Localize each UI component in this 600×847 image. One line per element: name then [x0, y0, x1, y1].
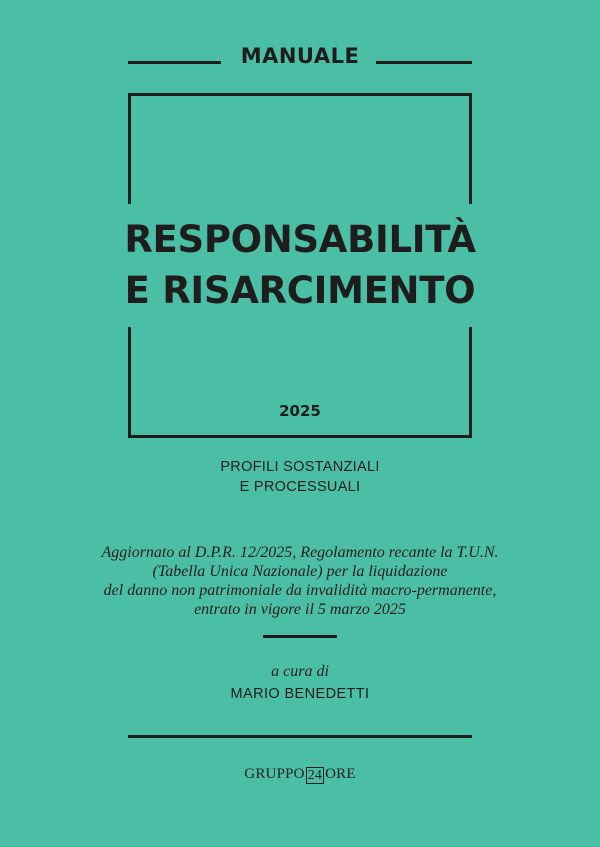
description [0, 543, 600, 619]
publisher-logo [0, 766, 600, 783]
edition-year: 2025 [279, 402, 321, 420]
frame-left-lower [128, 327, 131, 438]
subtitle [0, 457, 600, 497]
divider-short [263, 635, 337, 638]
publisher-name-part2: ORE [325, 766, 356, 782]
curated-by-label: a cura di [271, 663, 329, 680]
subtitle-line-1: PROFILI SOSTANZIALI [220, 459, 380, 475]
subtitle-line-2: E PROCESSUALI [239, 479, 361, 495]
divider-long [128, 735, 472, 738]
frame-right-lower [469, 327, 472, 438]
author-name: MARIO BENEDETTI [230, 686, 370, 702]
series-label: MANUALE [240, 44, 360, 68]
title-line-1: RESPONSABILITÀ [124, 218, 476, 261]
publisher-number: 24 [307, 768, 323, 783]
description-line: (Tabella Unica Nazionale) per la liquidazione [152, 563, 448, 580]
book-title [0, 214, 600, 316]
description-line: Aggiornato al D.P.R. 12/2025, Regolamento recante la T.U.N. [101, 544, 499, 561]
frame-left-upper [128, 93, 131, 204]
title-line-2: E RISARCIMENTO [124, 269, 476, 312]
header-rule-right [376, 61, 472, 64]
description-line: entrato in vigore il 5 marzo 2025 [194, 601, 406, 618]
frame-bottom [128, 435, 472, 438]
frame-right-upper [469, 93, 472, 204]
publisher-name-part1: GRUPPO [244, 766, 305, 782]
frame-top [128, 93, 472, 96]
description-line: del danno non patrimoniale da invalidità macro-permanente, [103, 582, 497, 599]
